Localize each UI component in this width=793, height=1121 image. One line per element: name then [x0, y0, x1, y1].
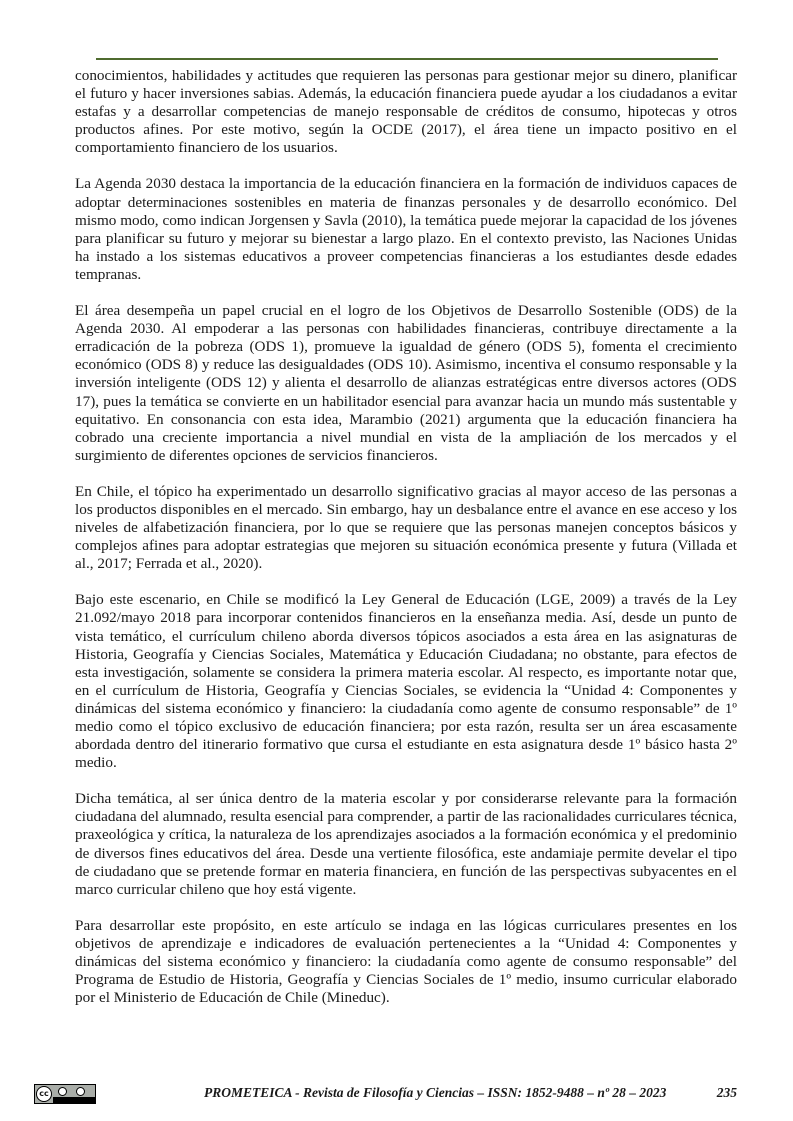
- paragraph: Dicha temática, al ser única dentro de la materia escolar y por considerarse relevante para la formación ciudadana del alumnado, resulta esencial para comprender, a partir de las racionalidades curriculares técnica, praxeológica y crítica, la naturaleza de los aprendizajes asociados a la formación económica y el predominio de diversos fines educativos del área. Desde una vertiente filosófica, este andamiaje permite develar el tipo de ciudadano que se pretende formar en materia financiera, en función de las perspectivas subyacentes en el marco curricular chileno que hoy está vigente.: [75, 790, 737, 898]
- paragraph: En Chile, el tópico ha experimentado un desarrollo significativo gracias al mayor acceso de las personas a los productos disponibles en el mercado. Sin embargo, hay un desbalance entre el avance en ese acceso y los niveles de alfabetización financiera, por lo que se requiere que las personas manejen conceptos básicos y complejos afines para adoptar estrategias que mejoren su situación económica presente y futura (Villada et al., 2017; Ferrada et al., 2020).: [75, 482, 737, 573]
- page-footer: [34, 1084, 737, 1108]
- creative-commons-license-icon[interactable]: [34, 1084, 96, 1104]
- paragraph: Bajo este escenario, en Chile se modificó la Ley General de Educación (LGE, 2009) a través de la Ley 21.092/mayo 2018 para incorporar contenidos financieros en la enseñanza media. Así, desde un punto de vista temático, el currículum chileno aborda diversos tópicos asociados a esta área en las asignaturas de Historia, Geografía y Ciencias Sociales, Matemática y Educación Ciudadana; no obstante, para efectos de esta investigación, solamente se considera la primera materia escolar. Al respecto, es importante notar que, en el currículum de Historia, Geografía y Ciencias Sociales, se evidencia la “Unidad 4: Componentes y dinámicas del sistema económico y financiero: la ciudadanía como agente de consumo responsable” de 1º medio como el tópico exclusivo de educación financiera; por esta razón, resulta ser un área escasamente abordada dentro del itinerario formativo que cursa el estudiante en esta asignatura desde 1º básico hasta 2º medio.: [75, 591, 737, 772]
- by-icon: [58, 1087, 67, 1096]
- cc-icon: cc: [36, 1086, 52, 1102]
- paragraph: La Agenda 2030 destaca la importancia de la educación financiera en la formación de individuos capaces de adoptar determinaciones sostenibles en materia de finanzas personales y de desarrollo económico. Del mismo modo, como indican Jorgensen y Savla (2010), la temática puede mejorar la capacidad de los jóvenes para planificar su futuro y mejorar su bienestar a largo plazo. En el contexto previsto, las Naciones Unidas ha instado a los sistemas educativos a proveer competencias financieras a los estudiantes desde edades tempranas.: [75, 175, 737, 283]
- paragraph: El área desempeña un papel crucial en el logro de los Objetivos de Desarrollo Sostenible (ODS) de la Agenda 2030. Al empoderar a las personas con habilidades financieras, contribuye directamente a la erradicación de la pobreza (ODS 1), promueve la igualdad de género (ODS 5), fomenta el crecimiento económico (ODS 8) y reduce las desigualdades (ODS 10). Asimismo, incentiva el consumo responsable y la inversión inteligente (ODS 12) y alienta el desarrollo de alianzas estratégicas entre diversos actores (ODS 17), pues la temática se convierte en un habilitador esencial para avanzar hacia un mundo más sustentable y equitativo. En consonancia con esta idea, Marambio (2021) argumenta que la educación financiera ha cobrado una creciente importancia a nivel mundial en vista de la ampliación de los mercados y el surgimiento de diferentes opciones de servicios financieros.: [75, 302, 737, 464]
- nc-icon: [76, 1087, 85, 1096]
- page-number: 235: [716, 1085, 737, 1100]
- journal-citation: PROMETEICA - Revista de Filosofía y Ciencias – ISSN: 1852-9488 – nº 28 – 2023: [204, 1085, 667, 1100]
- license-strip: [53, 1097, 95, 1103]
- header-rule: [96, 58, 718, 60]
- paragraph: Para desarrollar este propósito, en este artículo se indaga en las lógicas curriculares presentes en los objetivos de aprendizaje e indicadores de evaluación pertenecientes a la “Unidad 4: Componentes y dinámicas del sistema económico y financiero: la ciudadanía como agente de consumo responsable” del Programa de Estudio de Historia, Geografía y Ciencias Sociales de 1º medio, insumo curricular elaborado por el Ministerio de Educación de Chile (Mineduc).: [75, 916, 737, 1007]
- paragraph: conocimientos, habilidades y actitudes que requieren las personas para gestionar mejor su dinero, planificar el futuro y hacer inversiones sabias. Además, la educación financiera puede ayudar a los ciudadanos a evitar estafas y a desarrollar competencias de manejo responsable de créditos de consumo, hipotecas y otros productos afines. Por este motivo, según la OCDE (2017), el área tiene un impacto positivo en el comportamiento financiero de los usuarios.: [75, 67, 737, 157]
- article-body: [75, 67, 737, 1025]
